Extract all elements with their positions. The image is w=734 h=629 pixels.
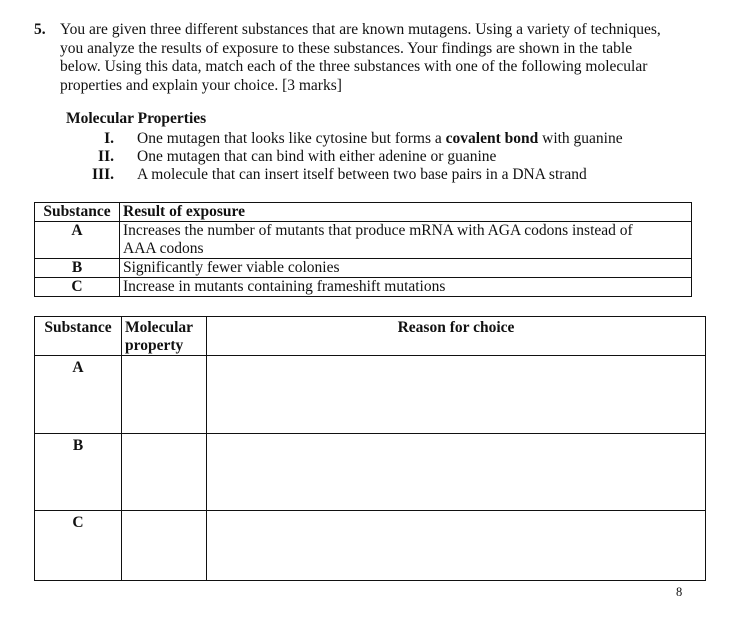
header-line: Molecular <box>125 319 194 336</box>
question-line: you analyze the results of exposure to these substances. Your findings are shown in the table <box>60 39 633 57</box>
property-text-bold: covalent bond <box>445 130 539 147</box>
table-row <box>35 434 706 511</box>
answer-property-cell[interactable] <box>122 356 207 434</box>
property-text <box>137 130 623 148</box>
table-row <box>35 259 692 278</box>
answer-reason-cell[interactable] <box>207 356 706 434</box>
question-line: You are given three different substances that are known mutagens. Using a variety of techniques, <box>60 21 661 38</box>
results-result <box>120 222 692 259</box>
question-number: 5. <box>34 21 46 38</box>
question-line: below. Using this data, match each of the three substances with one of the following molecular <box>60 58 648 75</box>
table-row <box>35 356 706 434</box>
results-substance: B <box>35 259 120 278</box>
answer-reason-cell[interactable] <box>207 511 706 581</box>
answer-header-property <box>122 317 207 356</box>
results-result: Significantly fewer viable colonies <box>120 259 692 278</box>
results-header-row <box>35 203 692 222</box>
answer-header-reason: Reason for choice <box>207 317 706 356</box>
answer-property-cell[interactable] <box>122 434 207 511</box>
answer-property-cell[interactable] <box>122 511 207 581</box>
table-row <box>35 278 692 297</box>
property-numeral: III. <box>92 166 114 183</box>
result-line: Increases the number of mutants that produce mRNA with AGA codons instead of <box>123 222 633 239</box>
property-numeral: I. <box>104 130 114 147</box>
property-text-pre: One mutagen that looks like cytosine but forms a <box>137 130 446 147</box>
results-table <box>34 202 692 297</box>
result-line: AAA codons <box>123 240 204 257</box>
table-row <box>35 511 706 581</box>
answer-table <box>34 316 706 581</box>
answer-reason-cell[interactable] <box>207 434 706 511</box>
answer-substance: C <box>35 511 122 581</box>
property-text: One mutagen that can bind with either adenine or guanine <box>137 148 497 165</box>
property-text: A molecule that can insert itself between two base pairs in a DNA strand <box>137 166 587 183</box>
question-line: properties and explain your choice. [3 marks] <box>60 76 342 94</box>
page-number: 8 <box>676 585 683 599</box>
results-substance: A <box>35 222 120 259</box>
header-line: property <box>125 337 184 354</box>
question-text <box>60 21 700 95</box>
answer-substance: B <box>35 434 122 511</box>
results-substance: C <box>35 278 120 297</box>
answer-header-row <box>35 317 706 356</box>
molecular-properties-heading: Molecular Properties <box>66 110 207 127</box>
results-result: Increase in mutants containing frameshift mutations <box>120 278 692 297</box>
results-header-result: Result of exposure <box>120 203 692 222</box>
property-numeral: II. <box>98 148 114 165</box>
answer-substance: A <box>35 356 122 434</box>
answer-header-substance: Substance <box>35 317 122 356</box>
property-text-post: with guanine <box>538 130 623 147</box>
results-header-substance: Substance <box>35 203 120 222</box>
table-row <box>35 222 692 259</box>
